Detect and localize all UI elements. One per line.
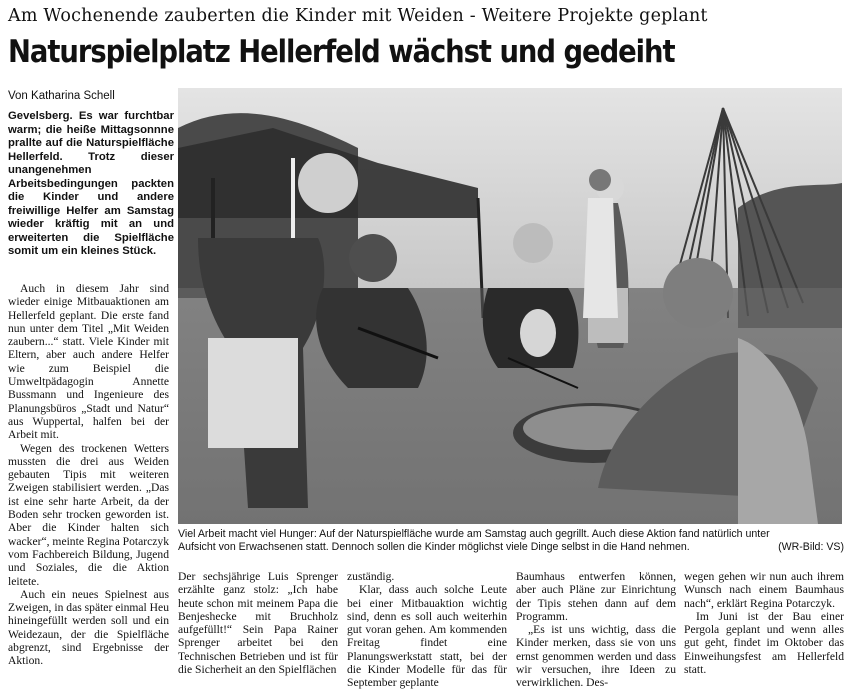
paragraph: Klar, dass auch solche Leute bei einer Mitbauaktion wichtig sind, denn es soll auch weiterhin gut voran gehen. Am kommenden Freitag findet eine Planungswerkstatt statt, bei der die Kinder Modelle für das für September geplante bbox=[347, 583, 507, 690]
paragraph: Baumhaus entwerfen können, aber auch Pläne zur Einrichtung der Tipis stehen dann auf dem Programm. bbox=[516, 570, 676, 623]
column-5 bbox=[684, 570, 844, 676]
column-3 bbox=[347, 570, 507, 690]
paragraph: zuständig. bbox=[347, 570, 395, 583]
caption-line-2: Aufsicht von Erwachsenen statt. Dennoch sollen die Kinder möglichst viele Dinge selbst in die Hand nehmen. bbox=[178, 541, 690, 553]
article-photo bbox=[178, 88, 842, 524]
article-headline: Naturspielplatz Hellerfeld wächst und gedeiht bbox=[8, 34, 675, 70]
paragraph: Im Juni ist der Bau einer Pergola geplant und wenn alles gut geht, findet im Oktober das Einweihungsfest am Hellerfeld statt. bbox=[684, 609, 844, 677]
article-byline: Von Katharina Schell bbox=[8, 90, 115, 102]
paragraph: wegen gehen wir nun auch ihrem Wunsch nach einem Baumhaus nach“, erklärt Regina Potarczyk. bbox=[684, 570, 844, 610]
paragraph: „Es ist uns wichtig, dass die Kinder merken, dass sie von uns ernst genommen werden und dass wir versuchen, ihre Ideen zu verwirklichen. Des- bbox=[516, 623, 676, 690]
column-1 bbox=[8, 282, 169, 668]
paragraph: Wegen des trockenen Wetters mussten die drei aus Weiden gebauten Tipis mit weiteren Zweigen stabilisiert werden. „Das ist eine sehr harte Arbeit, da der Boden sehr trocken geworden ist. Aber die Kinder halten sich wacker“, meinte Regina Potarczyk vom Fachbereich Bildung, Jugend und Soziales, die die Aktion leitete. bbox=[8, 441, 169, 588]
article-lead: Gevelsberg. Es war furchtbar warm; die heiße Mittagsonnne prallte auf die Naturspielfläche Hellerfeld. Trotz dieser unangenehmen Arbeitsbedingungen packten die Kinder und andere freiwillige Helfer am Samstag wieder kräftig mit an und erweiterten die Spielfläche somit um ein kleines Stück. bbox=[8, 110, 174, 258]
grilling-scene-photo bbox=[178, 88, 842, 524]
article-kicker: Am Wochenende zauberten die Kinder mit Weiden - Weitere Projekte geplant bbox=[8, 6, 708, 26]
paragraph: Der sechsjährige Luis Sprenger erzählte ganz stolz: „Ich habe heute schon mit meinem Papa die Benjeshecke mit Bruchholz aufgefüllt!“ Sein Papa Rainer Sprenger arbeitet bei den Technischen Betrieben und ist für die Sicherheit an den Spielflächen bbox=[178, 570, 338, 677]
paragraph: Auch in diesem Jahr sind wieder einige Mitbauaktionen am Hellerfeld geplant. Die erste fand nun unter dem Titel „Mit Weiden zaubern...“ statt. Viele Kinder mit Eltern, aber auch andere Helfer wie zum Beispiel die Umweltpädagogin Annette Bussmann und Ingenieure des Planungsbüros „Stadt und Natur“ aus Wuppertal, halfen bei der Arbeit mit. bbox=[8, 282, 169, 442]
column-4 bbox=[516, 570, 676, 690]
photo-credit: (WR-Bild: VS) bbox=[778, 541, 844, 553]
paragraph: Auch ein neues Spielnest aus Zweigen, in das später einmal Heu hineingefüllt werden soll und ein Weidezaun, der die Spielfläche abgrenzt, sind Ergebnisse der Aktion. bbox=[8, 587, 169, 668]
caption-line-1: Viel Arbeit macht viel Hunger: Auf der Naturspielfläche wurde am Samstag auch gegrillt. Auch diese Aktion fand natürlich unter bbox=[178, 528, 770, 540]
column-2 bbox=[178, 570, 338, 676]
photo-caption bbox=[178, 528, 844, 554]
